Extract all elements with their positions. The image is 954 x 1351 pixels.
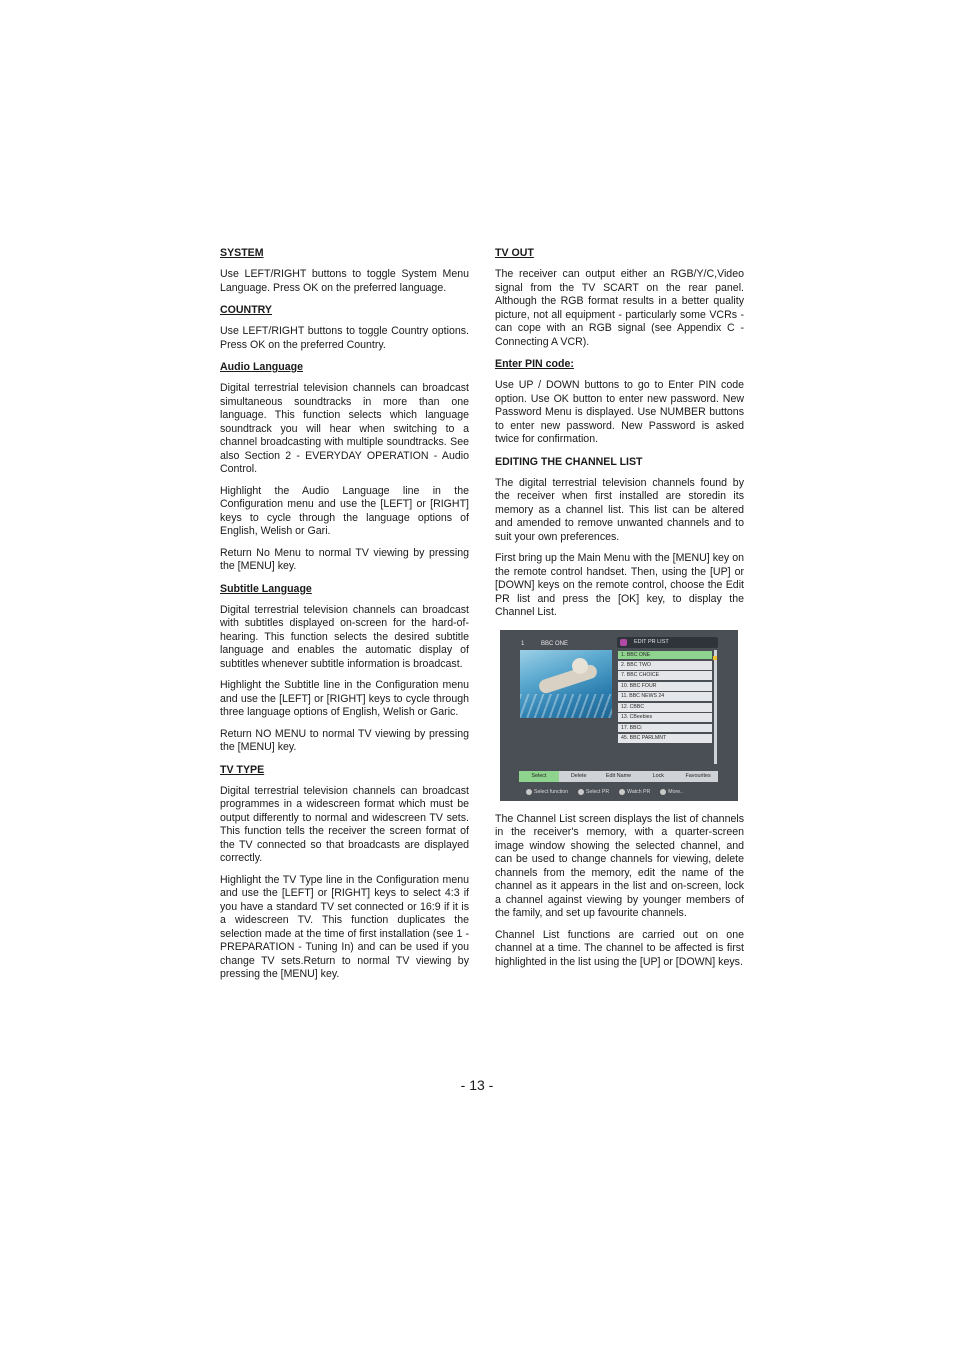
tv-channel-name: BBC ONE — [541, 640, 569, 647]
subtitle-language-text-1: Digital terrestrial television channels can broadcast with subtitles displayed on-screen for the hard-of-hearing. This function selects the desired subtitle language and enables the automatic display of subtitles whenever subtitle information is broadcast. — [220, 603, 469, 670]
right-column — [495, 246, 744, 977]
function-bar — [519, 771, 718, 782]
channel-list-screenshot — [500, 630, 738, 801]
subtitle-language-text-3: Return NO MENU to normal TV viewing by pressing the [MENU] key. — [220, 727, 469, 753]
channel-row[interactable]: 12. CBBC — [618, 703, 712, 712]
channel-row[interactable]: 7. BBC CHOICE — [618, 671, 712, 680]
system-text: Use LEFT/RIGHT buttons to toggle System Menu Language. Press OK on the preferred language. — [220, 268, 469, 294]
tv-type-text-1: Digital terrestrial television channels can broadcast programmes in a widescreen format which must be output differently to normal and widescreen TV sets. This function tells the receiver the screen format of the TV connected so that broadcasts are displayed correctly. — [220, 784, 469, 864]
left-column — [220, 246, 469, 990]
delete-button[interactable]: Delete — [570, 772, 587, 779]
channel-row[interactable]: 1. BBC ONE — [618, 651, 712, 660]
help-bar — [526, 788, 726, 797]
help-select-pr: Select PR — [586, 788, 610, 795]
favourites-button[interactable]: Favourites — [685, 772, 711, 779]
pin-code-text: Use UP / DOWN buttons to go to Enter PIN code option. Use OK button to enter new password. New Password Menu is displayed. Use NUMBER buttons to enter new password. New Password is asked twice for confirmation. — [495, 379, 744, 445]
tv-out-heading: TV OUT — [495, 247, 534, 259]
scroll-marker-icon — [713, 656, 717, 660]
channel-row[interactable]: 11. BBC NEWS 24 — [618, 692, 712, 701]
audio-language-text-2: Highlight the Audio Language line in the Configuration menu and use the [LEFT] or [RIGHT] keys to cycle through the language options of English, Welish or Gari. — [220, 484, 469, 537]
lock-button[interactable]: Lock — [652, 772, 664, 779]
left-right-key-icon — [526, 789, 532, 795]
audio-language-text-3: Return No Menu to normal TV viewing by pressing the [MENU] key. — [220, 546, 469, 572]
editing-channel-list-text-3: The Channel List screen displays the list of channels in the receiver's memory, with a quarter-screen image window showing the selected channel, and can be used to change channels for viewing, delete channels from the memory, edit the name of the channel as it appears in the list and on-screen, lock a channel against viewing by younger members of the family, and set up favourite channels. — [495, 812, 744, 919]
subtitle-language-heading: Subtitle Language — [220, 582, 312, 595]
channel-row[interactable]: 13. CBeebies — [618, 713, 712, 722]
edit-name-button[interactable]: Edit Name — [605, 772, 632, 779]
audio-language-heading: Audio Language — [220, 361, 303, 373]
tv-out-text: The receiver can output either an RGB/Y/C,Video signal from the TV SCART on the rear panel. Although the RGB format results in a better quality picture, not all equipment - particularly some VCRs - can cope with an RGB signal (see Appendix C - Connecting A VCR). — [495, 268, 744, 348]
channel-row[interactable]: 17. BBCi — [618, 724, 712, 733]
help-select-function: Select function — [534, 788, 569, 795]
help-watch-pr: Watch PR — [627, 788, 651, 795]
tv-type-heading: TV TYPE — [220, 763, 265, 776]
up-down-key-icon — [578, 789, 584, 795]
system-heading: SYSTEM — [220, 247, 264, 259]
edit-pr-list-title: EDIT PR LIST — [634, 638, 669, 645]
tv-type-text-2: Highlight the TV Type line in the Configuration menu and use the [LEFT] or [RIGHT] keys to select 4:3 if you have a standard TV set connected or 16:9 if it is a widescreen TV. This function duplicates the selection made at the time of first installation (see 1 - PREPARATION - Tuning In) and can be used if you change TV sets.Return to normal TV viewing by pressing the [MENU] key. — [220, 873, 469, 980]
edit-pr-list-header — [617, 637, 718, 648]
country-text: Use LEFT/RIGHT buttons to toggle Country options. Press OK on the preferred Country. — [220, 325, 469, 351]
editing-channel-list-heading: EDITING THE CHANNEL LIST — [495, 455, 643, 468]
channel-row[interactable]: 2. BBC TWO — [618, 661, 712, 670]
country-heading: COUNTRY — [220, 304, 272, 316]
editing-channel-list-text-4: Channel List functions are carried out on one channel at a time. The channel to be affected is first highlighted in the list using the [UP] or [DOWN] keys. — [495, 928, 744, 968]
subtitle-language-text-2: Highlight the Subtitle line in the Configuration menu and use the [LEFT] or [RIGHT] keys to cycle through three language options of English, Welish or Garic. — [220, 679, 469, 718]
channel-list-scrollbar[interactable] — [714, 650, 717, 764]
help-more: More.. — [668, 788, 683, 795]
audio-language-text-1: Digital terrestrial television channels can broadcast simultaneous soundtracks in more than one language. This function selects which language soundtrack you will hear when switching to a channel broadcasting with multiple soundtracks. See also Section 2 - EVERYDAY OPERATION - Audio Control. — [220, 382, 469, 475]
editing-channel-list-text-1: The digital terrestrial television channels found by the receiver when first installed are storedin its memory as a channel list. This list can be altered and amended to remove unwanted channels and to suit your own preferences. — [495, 476, 744, 543]
select-button[interactable]: Select — [519, 771, 559, 782]
pin-code-heading: Enter PIN code: — [495, 358, 574, 370]
channel-list — [618, 651, 712, 745]
editing-channel-list-text-2: First bring up the Main Menu with the [MENU] key on the remote control handset. Then, using the [UP] or [DOWN] keys on the remote control, choose the Edit PR list and press the [OK] key, to display the Channel List. — [495, 552, 744, 618]
channel-preview-image — [520, 650, 612, 718]
ok-key-icon — [619, 789, 625, 795]
page-number: - 13 - — [460, 1077, 494, 1093]
tv-pr-number: 1 — [521, 640, 525, 647]
channel-row[interactable]: 10. BBC FOUR — [618, 682, 712, 691]
shield-icon — [620, 639, 627, 646]
info-key-icon — [660, 789, 666, 795]
channel-row[interactable]: 45. BBC PARLMNT — [618, 734, 712, 743]
